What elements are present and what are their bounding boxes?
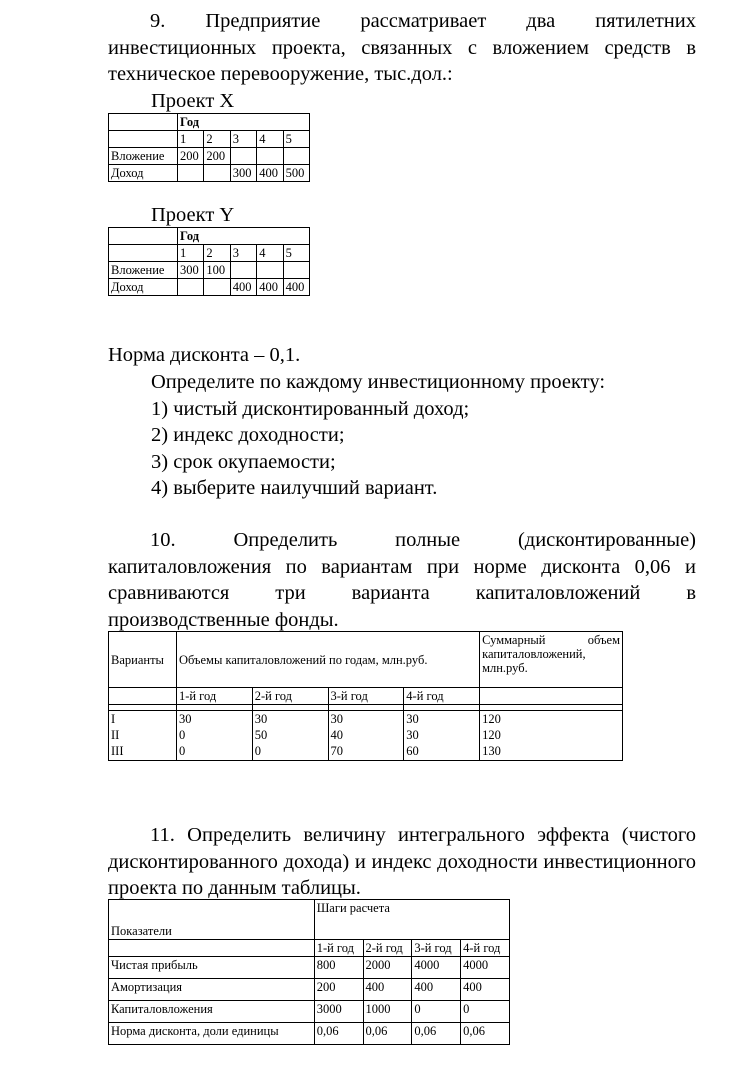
year-header: Год <box>178 228 310 245</box>
col-variants: Варианты <box>109 632 177 688</box>
col-indicators: Показатели <box>109 900 315 940</box>
table-row: 1 2 3 4 5 <box>109 131 310 148</box>
task9-intro: Определите по каждому инвестиционному проекту: <box>151 371 606 393</box>
list-item: 2) индекс доходности; <box>151 424 345 446</box>
task9-text: Предприятие рассматривает два пятилетних инвестиционных проекта, связанных с вложением средств в техническое перевооружение, тыс.дол.: <box>108 10 697 85</box>
table-row: Капиталовложения 3000 1000 0 0 <box>109 1001 510 1023</box>
task11-paragraph <box>108 822 696 902</box>
task11-table: Показатели Шаги расчета 1-й год 2-й год 3-й год 4-й год Чистая прибыль 800 2000 4000 4000 Амортизация 200 400 400 400 Капиталовложения 3000 1000 0 0 Норма дисконта, доли единицы 0,06 0,06 0,06 0,06 <box>108 899 510 1045</box>
table-row: III 0 0 70 60 130 <box>109 743 623 761</box>
table-row: Доход 400 400 400 <box>109 279 310 296</box>
task11-number: 11. <box>150 824 175 846</box>
project-x-title: Проект X <box>151 90 235 112</box>
year-header: Год <box>178 114 310 131</box>
table-row: II 0 50 40 30 120 <box>109 727 623 743</box>
col-steps: Шаги расчета <box>314 900 509 940</box>
table-row: Вложение 200 200 <box>109 148 310 165</box>
col-volumes: Объемы капиталовложений по годам, млн.руб. <box>176 632 479 688</box>
task10-text: Определить полные (дисконтированные) капиталовложения по вариантам при норме дисконта 0,06 и сравниваются три варианта капиталовложений в производственные фонды. <box>108 529 697 631</box>
list-item: 3) срок окупаемости; <box>151 451 336 473</box>
task11-text: Определить величину интегрального эффекта (чистого дисконтированного дохода) и индекс доходности инвестиционного проекта по данным таблицы. <box>108 824 696 899</box>
table-row: 1 2 3 4 5 <box>109 245 310 262</box>
col-total: Суммарный объем капиталовложений, млн.руб. <box>480 632 623 688</box>
list-item: 1) чистый дисконтированный доход; <box>151 398 470 420</box>
table-row: Вложение 300 100 <box>109 262 310 279</box>
project-y-title: Проект Y <box>151 204 235 226</box>
table-row: Чистая прибыль 800 2000 4000 4000 <box>109 957 510 979</box>
table-row: I 30 30 30 30 120 <box>109 711 623 728</box>
table-row: Амортизация 200 400 400 400 <box>109 979 510 1001</box>
table-row: Норма дисконта, доли единицы 0,06 0,06 0,06 0,06 <box>109 1023 510 1045</box>
project-x-table <box>108 113 310 182</box>
table-row: Доход 300 400 500 <box>109 165 310 182</box>
task10-number: 10. <box>150 529 176 551</box>
task9-number: 9. <box>150 10 166 32</box>
list-item: 4) выберите наилучший вариант. <box>151 477 438 499</box>
project-y-table <box>108 227 310 296</box>
task9-paragraph <box>108 8 696 88</box>
task10-table: Варианты Объемы капиталовложений по годам, млн.руб. Суммарный объем капиталовложений, млн.руб. 1-й год 2-й год 3-й год 4-й год I 30 30 30 30 120 II 0 50 40 30 120 III 0 0 70 60 130 <box>108 631 623 761</box>
discount-rate-text: Норма дисконта – 0,1. <box>108 344 301 366</box>
task10-paragraph <box>108 527 696 633</box>
